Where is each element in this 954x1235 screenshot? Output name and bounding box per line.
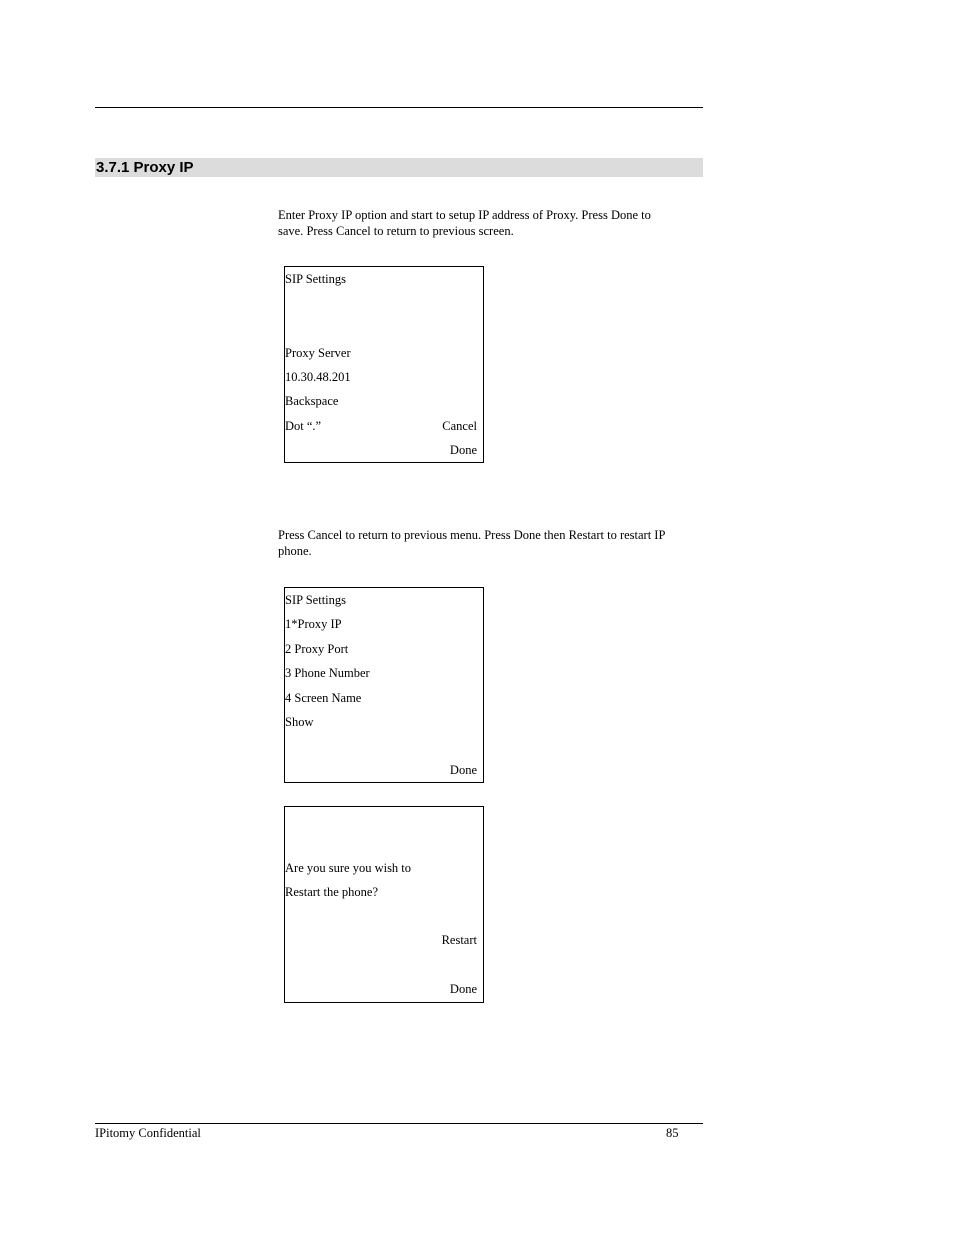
done-softkey[interactable]: Done (449, 763, 477, 777)
section-title: 3.7.1 Proxy IP (96, 159, 194, 176)
footer-left: IPitomy Confidential (95, 1126, 201, 1140)
backspace-softkey[interactable]: Backspace (285, 394, 339, 408)
restart-paragraph: Press Cancel to return to previous menu. Press Done then Restart to restart IP phone. (278, 528, 665, 558)
proxy-server-label: Proxy Server (285, 346, 351, 360)
phone-screen-sip-menu (284, 587, 484, 783)
phone-screen-proxy-server (284, 266, 484, 463)
page-number: 85 (666, 1126, 679, 1140)
menu-item-proxy-port[interactable]: 2 Proxy Port (285, 642, 349, 656)
proxy-ip-value: 10.30.48.201 (285, 370, 351, 384)
intro-paragraph: Enter Proxy IP option and start to setup IP address of Proxy. Press Done to save. Press Cancel to return to previous screen. (278, 208, 651, 238)
done-softkey[interactable]: Done (449, 443, 477, 457)
menu-item-proxy-ip[interactable]: 1*Proxy IP (285, 617, 342, 631)
menu-item-phone-number[interactable]: 3 Phone Number (285, 666, 370, 680)
phone-screen-restart-confirm (284, 806, 484, 1003)
dot-softkey[interactable]: Dot “.” (285, 419, 322, 433)
screen-title: SIP Settings (285, 272, 347, 286)
cancel-softkey[interactable]: Cancel (442, 419, 477, 433)
done-softkey[interactable]: Done (449, 982, 477, 996)
show-softkey[interactable]: Show (285, 715, 314, 729)
footer-rule (95, 1123, 703, 1124)
screen-title: SIP Settings (285, 593, 347, 607)
restart-softkey[interactable]: Restart (441, 933, 477, 947)
menu-item-screen-name[interactable]: 4 Screen Name (285, 691, 362, 705)
section-heading-bar (95, 158, 703, 177)
header-rule (95, 107, 703, 108)
confirm-line-1: Are you sure you wish to (285, 861, 412, 875)
confirm-line-2: Restart the phone? (285, 885, 379, 899)
